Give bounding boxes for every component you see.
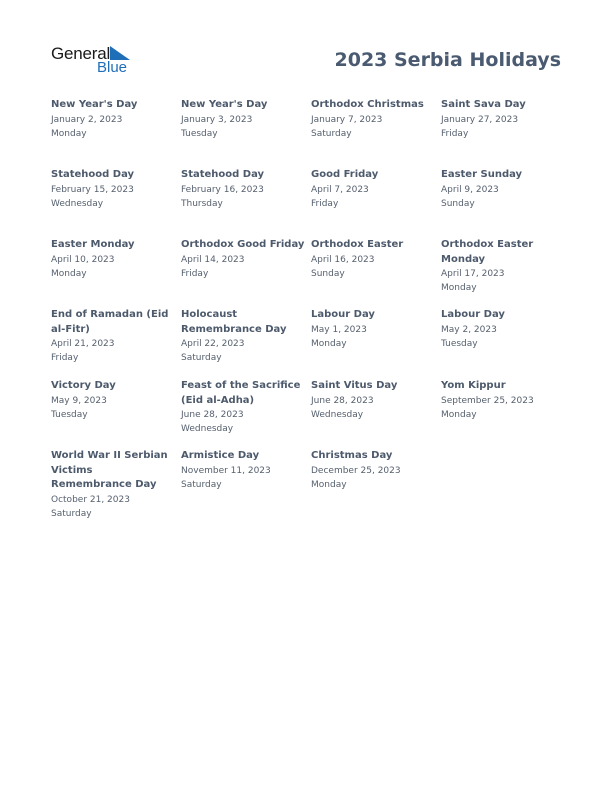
holiday-name: Christmas Day [311, 450, 393, 461]
holiday-date: April 10, 2023 [51, 254, 115, 265]
holiday-item [441, 379, 565, 422]
holiday-item [181, 449, 305, 492]
holiday-name: Orthodox Christmas [311, 99, 424, 110]
holiday-item [311, 168, 435, 211]
holiday-item [441, 238, 565, 295]
holiday-item [181, 98, 305, 141]
holiday-name: Statehood Day [51, 169, 135, 180]
holiday-item [311, 449, 435, 492]
holiday-weekday: Friday [441, 128, 469, 139]
holiday-date: April 17, 2023 [441, 269, 505, 279]
holiday-weekday: Monday [51, 268, 87, 279]
holiday-item [51, 98, 175, 141]
holiday-item [181, 308, 305, 365]
holiday-item [181, 168, 305, 211]
holiday-name: Saint Vitus Day [311, 380, 398, 391]
holiday-item [51, 168, 175, 211]
holiday-item [311, 379, 435, 422]
holiday-name: New Year's Day [51, 99, 138, 110]
holiday-item [51, 238, 175, 281]
logo-triangle-icon [110, 46, 130, 60]
holiday-item [181, 379, 305, 436]
holiday-date: April 9, 2023 [441, 184, 499, 195]
holiday-weekday: Tuesday [181, 128, 218, 139]
brand-logo [51, 44, 141, 78]
holiday-name: Holocaust Remembrance Day [181, 309, 287, 335]
holiday-name: Labour Day [311, 309, 375, 320]
holiday-name: Labour Day [441, 309, 505, 320]
holiday-item [51, 308, 175, 365]
holiday-item [51, 449, 175, 521]
holiday-name: Yom Kippur [441, 380, 506, 391]
holiday-name: Feast of the Sacrifice (Eid al-Adha) [181, 380, 301, 406]
holiday-name: Easter Sunday [441, 169, 523, 180]
holiday-weekday: Monday [311, 479, 347, 490]
holiday-date: February 16, 2023 [181, 184, 264, 195]
holiday-date: January 3, 2023 [181, 114, 253, 125]
holiday-weekday: Wednesday [181, 424, 234, 434]
holiday-name: Orthodox Good Friday [181, 239, 305, 250]
holiday-weekday: Tuesday [441, 338, 478, 349]
holiday-item [51, 379, 175, 422]
holiday-weekday: Monday [51, 128, 87, 139]
holiday-name: Armistice Day [181, 450, 260, 461]
holiday-date: April 16, 2023 [311, 254, 375, 265]
holiday-weekday: Saturday [181, 479, 222, 490]
holiday-date: January 2, 2023 [51, 114, 123, 125]
holiday-item [441, 168, 565, 211]
logo-text-general: General [51, 44, 111, 63]
holiday-item [311, 238, 435, 281]
logo-text-blue: Blue [97, 59, 128, 76]
holiday-item [311, 98, 435, 141]
holiday-weekday: Sunday [311, 268, 345, 279]
holiday-date: April 14, 2023 [181, 254, 245, 265]
holiday-weekday: Saturday [311, 128, 352, 139]
holiday-name: End of Ramadan (Eid al-Fitr) [51, 309, 169, 335]
holiday-weekday: Thursday [181, 198, 223, 209]
holiday-weekday: Tuesday [51, 409, 88, 420]
holiday-weekday: Sunday [441, 198, 475, 209]
holiday-date: January 7, 2023 [311, 114, 383, 125]
page-title: 2023 Serbia Holidays [334, 49, 561, 71]
holiday-date: May 1, 2023 [311, 324, 367, 335]
holiday-name: Easter Monday [51, 239, 135, 250]
holiday-item [441, 98, 565, 141]
holiday-weekday: Wednesday [51, 198, 104, 209]
holiday-name: Victory Day [51, 380, 116, 391]
holiday-weekday: Saturday [181, 353, 222, 363]
holiday-date: May 9, 2023 [51, 395, 107, 406]
holiday-name: Good Friday [311, 169, 379, 180]
holiday-date: January 27, 2023 [441, 114, 519, 125]
holiday-name: New Year's Day [181, 99, 268, 110]
holiday-weekday: Friday [181, 268, 209, 279]
holiday-weekday: Monday [441, 283, 477, 293]
holiday-date: October 21, 2023 [51, 494, 130, 505]
holiday-date: February 15, 2023 [51, 184, 134, 195]
holiday-item [441, 308, 565, 351]
holiday-date: May 2, 2023 [441, 324, 497, 335]
holiday-date: September 25, 2023 [441, 395, 534, 406]
holiday-weekday: Friday [311, 198, 339, 209]
holiday-item [181, 238, 305, 281]
holiday-date: April 21, 2023 [51, 339, 115, 349]
holiday-date: November 11, 2023 [181, 465, 271, 476]
holiday-weekday: Monday [311, 338, 347, 349]
holiday-date: December 25, 2023 [311, 465, 401, 476]
holiday-name: Saint Sava Day [441, 99, 526, 110]
holiday-name: Orthodox Easter [311, 239, 404, 250]
holiday-name: Statehood Day [181, 169, 265, 180]
holiday-date: April 7, 2023 [311, 184, 369, 195]
holiday-weekday: Friday [51, 353, 79, 363]
holiday-weekday: Saturday [51, 508, 92, 519]
holiday-item [311, 308, 435, 351]
holiday-weekday: Wednesday [311, 409, 364, 420]
holiday-date: June 28, 2023 [181, 410, 244, 420]
holiday-date: April 22, 2023 [181, 339, 245, 349]
holiday-name: World War II Serbian Victims Remembrance Day [51, 450, 168, 490]
holiday-date: June 28, 2023 [311, 395, 374, 406]
holiday-name: Orthodox Easter Monday [441, 239, 534, 265]
holiday-weekday: Monday [441, 409, 477, 420]
